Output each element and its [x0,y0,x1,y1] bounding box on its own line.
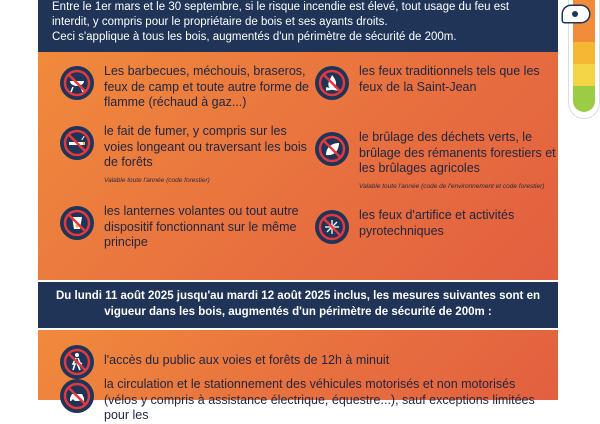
fireworks-icon [315,210,349,244]
measures-title: Du lundi 11 août 2025 jusqu'au mardi 12 août 2025 inclus, les mesures suivantes sont en vigueur dans les bois, augmentés d'un périmètre de sécurité de 200m : [56,290,540,318]
prohibition-text-block [104,124,310,185]
intro-line-2: Ceci s'applique à tous les bois, augmentés d'un périmètre de sécurité de 200m. [52,31,457,43]
sky-lantern-icon [60,206,94,240]
prohibition-text: les feux d'artifice et activités pyrotechniques [359,208,515,238]
prohibition-text: les feux traditionnels tels que les feux de la Saint-Jean [359,64,540,94]
prohibition-text: Les barbecues, méchouis, braseros, feux de camp et toute autre forme de flamme (réchaud à gaz...) [104,64,309,109]
prohibition-smoking [60,124,310,185]
no-pedestrian-icon [60,345,94,379]
prohibition-text: les lanternes volantes ou tout autre dispositif fonctionnant sur le même principe [104,204,299,249]
prohibition-text-block [359,130,560,191]
bonfire-icon [315,66,349,100]
gauge-level-yellow [573,64,595,86]
prohibition-text: le brûlage des déchets verts, le brûlage des rémanents forestiers et les brûlages agricoles [359,130,556,175]
prohibition-text: le fait de fumer, y compris sur les voies longeant ou traversant les bois de forêts [104,124,307,169]
gauge-level-green [573,86,595,112]
prohibition-fireworks [315,208,555,244]
fire-risk-gauge [567,0,600,120]
leaf-burning-icon [315,132,349,166]
barbecue-icon [60,66,94,100]
measure-text: la circulation et le stationnement des véhicules motorisés et non motorisés (vélos y compris à assistance électrique, équestre...), sauf exceptions limitées pour les [104,377,535,422]
prohibition-sky-lanterns [60,204,310,251]
gauge-level-amber [573,42,595,64]
gauge-pointer-icon [563,6,589,22]
validity-note: Valable toute l'année (code forestier) [104,176,210,184]
measure-public-access [60,343,550,379]
measure-text: l'accès du public aux voies et forêts de 12h à minuit [104,353,390,367]
prohibition-green-waste-burning [315,130,560,191]
validity-note: Valable toute l'année (code de l'environnement et code forestier) [359,182,545,190]
prohibition-barbecue [60,64,310,111]
no-smoking-icon [60,126,94,160]
measure-vehicle-traffic [60,377,550,424]
intro-text [52,0,522,45]
intro-line-1: Entre le 1er mars et le 30 septembre, si le risque incendie est élevé, tout usage du feu est interdit, y compris pour le propriétaire de bois et ses ayants droits. [52,1,510,28]
no-vehicle-icon [60,379,94,413]
prohibition-bonfire [315,64,555,100]
